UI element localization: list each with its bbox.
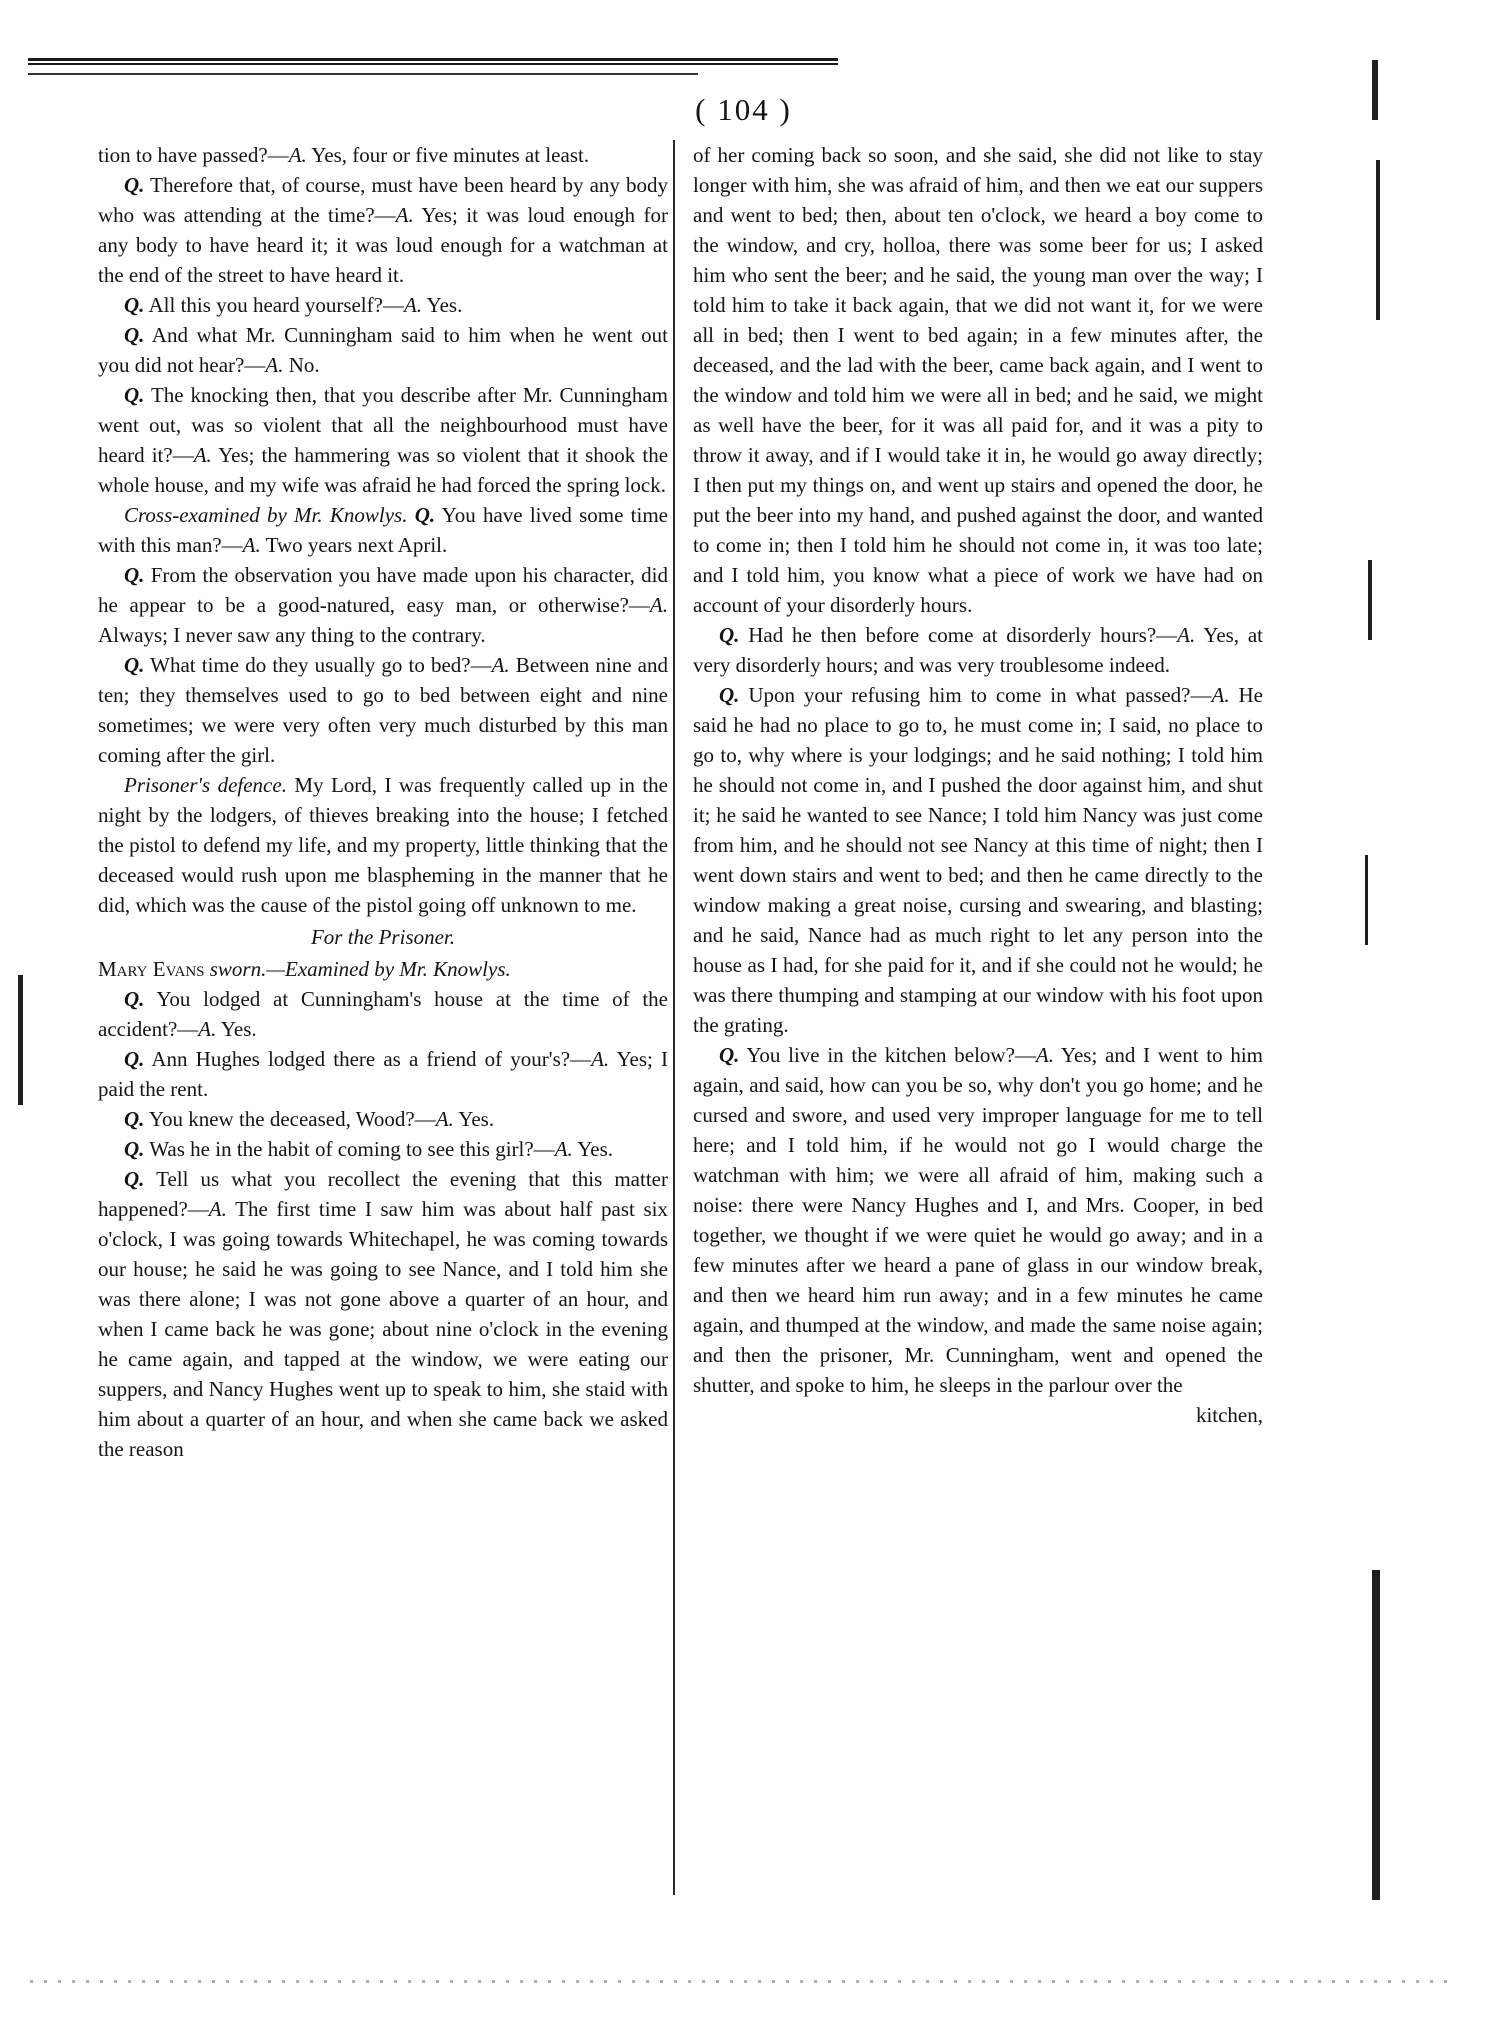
catchword: kitchen, [1195,1403,1263,1427]
paragraph [98,320,668,380]
paragraph-text: What time do they usually go to bed?— [144,653,492,677]
paragraph [98,650,668,770]
paragraph [98,770,668,920]
paragraph [98,1104,668,1134]
question-marker: Q. [719,623,740,647]
answer-text: Between nine and ten; they themselves used to go to bed between eight and nine sometimes; we were very often very much disturbed by this man coming after the girl. [98,653,668,767]
question-marker: Q. [124,1107,145,1131]
question-marker: Q. [124,987,145,1011]
answer-text: Yes. [453,1107,495,1131]
answer-marker: A. [554,1137,573,1161]
answer-text: No. [283,353,320,377]
answer-text: Yes. [216,1017,257,1041]
answer-text: Two years next April. [260,533,448,557]
paragraph [693,620,1263,680]
paragraph [98,560,668,650]
paragraph-text: Ann Hughes lodged there as a friend of your's?— [144,1047,592,1071]
paragraph-text: Tell us what you recollect the evening that this matter happened?— [98,1167,668,1221]
header-rule [28,58,838,67]
scan-edge-mark [18,975,23,1105]
paragraph [693,140,1263,620]
answer-marker: A. [1035,1043,1054,1067]
page-number: ( 104 ) [695,92,792,127]
answer-text: Yes, at very disorderly hours; and was very troublesome indeed. [693,623,1264,677]
paragraph-text: From the observation you have made upon his character, did he appear to be a good-natured, easy man, or otherwise?— [98,563,668,617]
witness-line [98,954,668,984]
answer-marker: A. [1211,683,1230,707]
question-marker: Q. [719,683,740,707]
answer-marker: A. [435,1107,454,1131]
paragraph-text: You knew the deceased, Wood?— [144,1107,436,1131]
scan-bottom-noise [30,1980,1450,1983]
answer-marker: A. [649,593,668,617]
paragraph [98,1044,668,1104]
answer-marker: A. [288,143,307,167]
right-column [693,140,1263,1430]
question-marker: Q. [124,653,145,677]
paragraph [98,500,668,560]
question-marker: Q. [124,293,145,317]
answer-text: Yes; the hammering was so violent that it shook the whole house, and my wife was afraid he had forced the spring lock. [98,443,669,497]
answer-text: Always; I never saw any thing to the contrary. [98,623,486,647]
question-marker: Q. [124,563,145,587]
question-marker: Q. [124,1137,145,1161]
paragraph [98,984,668,1044]
paragraph [98,380,668,500]
paragraph-text: All this you heard yourself?— [144,293,404,317]
question-marker: Q. [414,503,436,527]
paragraph-text: Was he in the habit of coming to see this girl?— [144,1137,555,1161]
question-marker: Q. [124,383,145,407]
answer-marker: A. [403,293,423,317]
witness-name: Mary Evans [98,957,205,981]
question-marker: Q. [124,323,145,347]
question-marker: Q. [124,1047,145,1071]
answer-marker: A. [193,443,212,467]
paragraph-text: Therefore that, of course, must have been heard by any body who was attending at the time?— [98,173,668,227]
header-rule-thin [28,73,698,75]
paragraph-text: You live in the kitchen below?— [739,1043,1036,1067]
answer-marker: A. [208,1197,227,1221]
answer-text: The first time I saw him was about half past six o'clock, I was going towards Whitechapel, he was coming towards our house; he said he was going to see Nance, and I told him she was there alone; I was not gone above a quarter of an hour, and when I came back he was gone; about nine o'clock in the evening he came again, and tapped at the window, we were eating our suppers, and Nancy Hughes went up to speak to him, she staid with him about a quarter of an hour, and when she came back we asked the reason [98,1197,668,1461]
answer-text: Yes; and I went to him again, and said, how can you be so, why don't you go home; and he cursed and swore, and used very improper language for me to tell here; and I told him, if he would not go I would charge the watchman with him; we were all afraid of him, making such a noise: there were Nancy Hughes and I, and Mrs. Cooper, in bed together, we thought if we were quiet he would go away; and in a few minutes after we heard a pane of glass in our window break, and then we heard him run away; and in a few minutes he came again, and thumped at the window, and made the same noise again; and then the prisoner, Mr. Cunningham, went and opened the shutter, and spoke to him, he sleeps in the parlour over the [693,1043,1263,1397]
answer-text: Yes. [422,293,463,317]
answer-text: Yes. [572,1137,614,1161]
answer-marker: A. [591,1047,610,1071]
answer-marker: A. [265,353,284,377]
question-marker: Q. [124,1167,145,1191]
paragraph-lead: Cross-examined by Mr. Knowlys. [124,503,408,527]
paragraph-text: tion to have passed?— [98,143,289,167]
question-marker: Q. [719,1043,740,1067]
paragraph-text: The knocking then, that you describe after Mr. Cunningham went out, was so violent that all the neighbourhood must have heard it?— [98,383,668,467]
answer-text: Yes; I paid the rent. [98,1047,668,1101]
paragraph-lead: Prisoner's defence. [124,773,287,797]
paragraph [98,170,668,290]
answer-marker: A. [395,203,414,227]
answer-marker: A. [198,1017,217,1041]
paragraph-text: And what Mr. Cunningham said to him when he went out you did not hear?— [98,323,668,377]
scan-edge-mark [1365,855,1368,945]
answer-marker: A. [1177,623,1196,647]
witness-sworn: sworn.—Examined by Mr. Knowlys. [209,957,511,981]
answer-text: Yes, four or five minutes at least. [306,143,590,167]
paragraph [98,290,668,320]
section-heading: For the Prisoner. [310,925,456,949]
paragraph-text: My Lord, I was frequently called up in the night by the lodgers, of thieves breaking into the house; I fetched the pistol to defend my life, and my property, little thinking that the deceased would rush upon me blaspheming in the manner that he did, which was the cause of the pistol going off unknown to me. [98,773,668,917]
scan-edge-mark [1372,1570,1380,1900]
paragraph [98,1164,668,1464]
paragraph-text: Upon your refusing him to come in what passed?— [739,683,1212,707]
answer-text: He said he had no place to go to, he must come in; I said, no place to go to, why where is your lodgings; and he said nothing; I told him he should not come in, and I pushed the door against him, and shut it; he said he wanted to see Nance; I told him Nancy was just come from him, and he should not see Nancy at this time of night; then I went down stairs and went to bed; and then he came directly to the window making a great noise, cursing and swearing, and blasting; and he said, Nance had as much right to let any person into the house as I had, for she paid for it, and if she could not he would; he was there thumping and stamping at our window with his foot upon the grating. [693,683,1263,1037]
paragraph [98,140,668,170]
paragraph-text: Had he then before come at disorderly hours?— [739,623,1178,647]
paragraph [693,680,1263,1040]
answer-marker: A. [242,533,261,557]
paragraph-text: You have lived some time with this man?— [98,503,668,557]
paragraph [98,1134,668,1164]
scan-edge-mark [1368,560,1372,640]
paragraph [693,1040,1263,1400]
answer-text: Yes; it was loud enough for any body to have heard it; it was loud enough for a watchman at the end of the street to have heard it. [98,203,668,287]
scan-edge-mark [1376,160,1380,320]
paragraph-text: You lodged at Cunningham's house at the time of the accident?— [98,987,668,1041]
paragraph-text: of her coming back so soon, and she said, she did not like to stay longer with him, she was afraid of him, and then we eat our suppers and went to bed; then, about ten o'clock, we heard a boy come to the window, and cry, holloa, there was some beer for us; I asked him who sent the beer; and he said, the young man over the way; I told him to take it back again, that we did not want it, for we were all in bed; then I went to bed again; in a few minutes after, the deceased, and the lad with the beer, came back again, and I went to the window and told him we were all in bed; and he said, we might as well have the beer, for it was all paid for, and it was a pity to throw it away, and if I would take it in, he would go away directly; I then put my things on, and went up stairs and opened the door, he put the beer into my hand, and pushed against the door, and wanted to come in; then I told him he should not come in, it was too late; and I told him, you know what a piece of work we have had on account of your disorderly hours. [693,143,1263,617]
scan-edge-mark [1372,60,1378,120]
left-column [98,140,668,1464]
question-marker: Q. [124,173,145,197]
column-divider [673,140,675,1895]
answer-marker: A. [491,653,510,677]
